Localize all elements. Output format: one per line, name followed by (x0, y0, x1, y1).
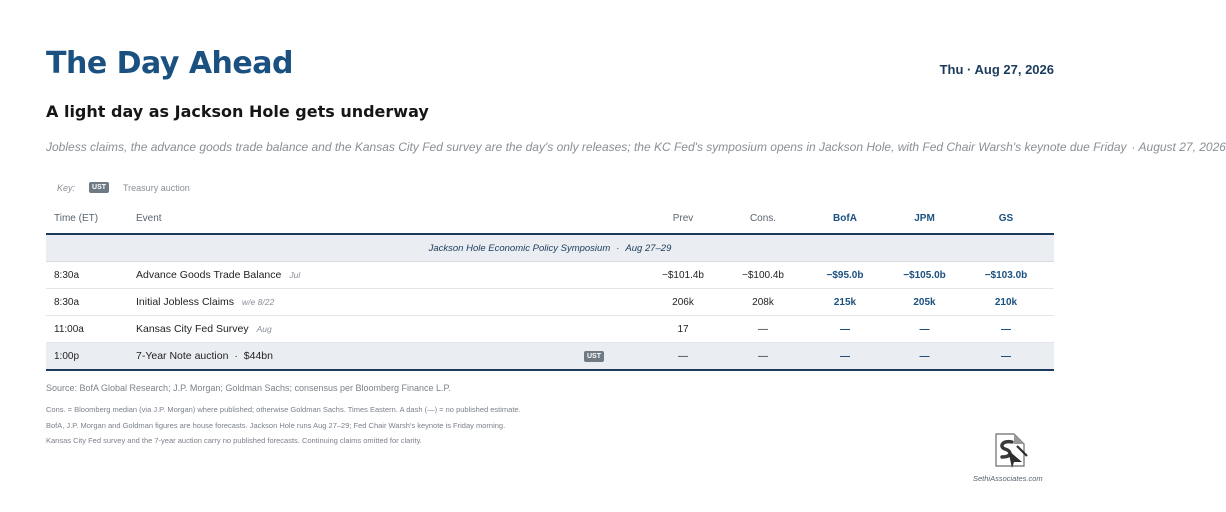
table-header-row (46, 204, 1054, 234)
key-label: Key: (57, 182, 76, 193)
section-name: Jackson Hole Economic Policy Symposium (428, 242, 611, 254)
description-text: Jobless claims, the advance goods trade balance and the Kansas City Fed survey are the day's only releases; the KC Fed's symposium opens in Jackson Hole, with Fed Chair Warsh's keynote due Friday (46, 140, 1127, 154)
event-period: Jul (289, 270, 301, 280)
col-jpm: JPM (891, 204, 958, 234)
event-period: Aug (256, 324, 272, 334)
cell-gs: 210k (958, 289, 1054, 316)
cell-prev: −$101.4b (639, 262, 727, 289)
auction-size: $44bn (243, 350, 273, 362)
col-gs: GS (958, 204, 1054, 234)
page-title: The Day Ahead (46, 46, 293, 81)
footnote-line: BofA, J.P. Morgan and Goldman figures are house forecasts. Jackson Hole runs Aug 27–29; Fed Chair Warsh's keynote is Friday morning. (46, 420, 506, 430)
logo-text: SethiAssociates.com (973, 474, 1043, 483)
col-event: Event (136, 204, 639, 234)
ust-badge: UST (89, 182, 109, 193)
footnotes (46, 402, 521, 449)
event-name: 7-Year Note auction (136, 350, 229, 362)
section-label (46, 234, 1054, 262)
cell-cons: — (727, 343, 799, 371)
cell-time: 8:30a (46, 289, 136, 316)
cell-cons: 208k (727, 289, 799, 316)
separator-dot: · (234, 351, 238, 362)
cell-cons: — (727, 316, 799, 343)
event-name: Initial Jobless Claims (136, 296, 235, 308)
cell-event (136, 343, 639, 371)
cell-time: 1:00p (46, 343, 136, 371)
col-cons: Cons. (727, 204, 799, 234)
cell-jpm: — (891, 316, 958, 343)
footnote-line: Cons. = Bloomberg median (via J.P. Morgan) where published; otherwise Goldman Sachs. Times Eastern. A dash (—) = no published estimate. (46, 405, 521, 414)
table-row (46, 343, 1054, 371)
cell-jpm: — (891, 343, 958, 371)
page-subtitle: A light day as Jackson Hole gets underway (46, 102, 429, 121)
ust-badge: UST (584, 351, 604, 362)
cell-bofa: 215k (799, 289, 891, 316)
calendar-table (46, 204, 1054, 371)
legend-key (57, 182, 190, 193)
cell-gs: — (958, 343, 1054, 371)
section-row (46, 234, 1054, 262)
cell-jpm: 205k (891, 289, 958, 316)
cell-jpm: −$105.0b (891, 262, 958, 289)
table-row (46, 289, 1054, 316)
sethi-logo-icon (990, 432, 1030, 470)
cell-bofa: — (799, 343, 891, 371)
cell-gs: — (958, 316, 1054, 343)
cell-bofa: — (799, 316, 891, 343)
event-name: Advance Goods Trade Balance (136, 269, 282, 281)
cell-time: 11:00a (46, 316, 136, 343)
col-time: Time (ET) (46, 204, 136, 234)
footnote-line: Kansas City Fed survey and the 7-year auction carry no published forecasts. Continuing claims omitted for clarity. (46, 436, 422, 445)
separator-dot: · (1131, 140, 1136, 154)
table-row (46, 262, 1054, 289)
col-bofa: BofA (799, 204, 891, 234)
cell-prev: 206k (639, 289, 727, 316)
key-meaning: Treasury auction (123, 182, 190, 193)
cell-prev: — (639, 343, 727, 371)
event-name: Kansas City Fed Survey (136, 323, 249, 335)
cell-gs: −$103.0b (958, 262, 1054, 289)
separator-dot: · (616, 242, 620, 254)
cell-cons: −$100.4b (727, 262, 799, 289)
cell-prev: 17 (639, 316, 727, 343)
cell-event (136, 262, 639, 289)
cell-event (136, 316, 639, 343)
cell-bofa: −$95.0b (799, 262, 891, 289)
description-date: August 27, 2026 (1138, 140, 1226, 154)
table-row (46, 316, 1054, 343)
cell-event (136, 289, 639, 316)
source-note: Source: BofA Global Research; J.P. Morgan; Goldman Sachs; consensus per Bloomberg Finance L.P. (46, 383, 451, 393)
col-prev: Prev (639, 204, 727, 234)
cell-time: 8:30a (46, 262, 136, 289)
event-period: w/e 8/22 (242, 297, 275, 307)
section-dates: Aug 27–29 (625, 242, 672, 254)
page-description (46, 140, 1226, 154)
header-date: Thu · Aug 27, 2026 (939, 62, 1054, 77)
